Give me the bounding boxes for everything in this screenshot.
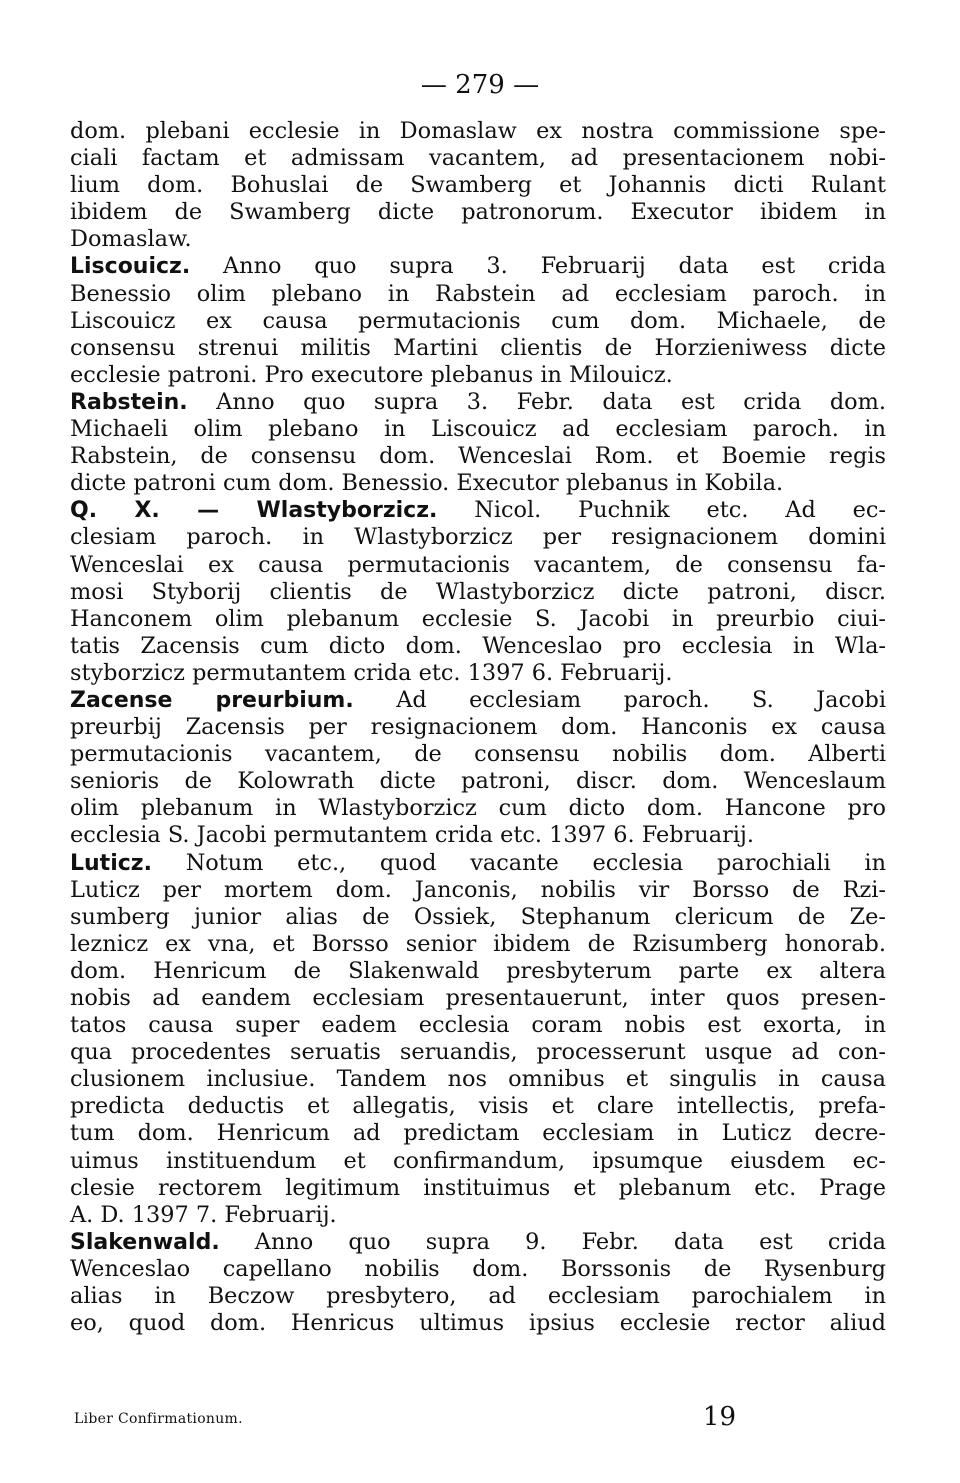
text-line: [70, 1012, 886, 1039]
text-line: [70, 795, 886, 822]
text-line: [70, 308, 886, 335]
text-line: [70, 145, 886, 172]
line-text: Nicol. Puchnik etc. Ad ec-: [437, 497, 886, 524]
text-line: [70, 443, 886, 470]
line-text: Wenceslai ex causa permutacionis vacantem, de consensu fa-: [70, 551, 886, 578]
line-text: ecclesie patroni. Pro executore plebanus in Milouicz.: [70, 361, 673, 388]
text-line: [70, 579, 886, 606]
text-line: [70, 199, 886, 226]
text-line: [70, 1066, 886, 1093]
line-text: tatos causa super eadem ecclesia coram nobis est exorta, in: [70, 1012, 886, 1039]
page-number: — 279 —: [420, 70, 540, 100]
line-text: lium dom. Bohuslai de Swamberg et Johannis dicti Rulant: [70, 172, 886, 199]
place-heading: Slakenwald.: [70, 1229, 220, 1255]
line-text: eo, quod dom. Henricus ultimus ipsius ecclesie rector aliud: [70, 1310, 886, 1337]
text-line: [70, 497, 886, 524]
line-text: ecclesia S. Jacobi permutantem crida etc. 1397 6. Februarij.: [70, 822, 754, 849]
text-line: [70, 524, 886, 551]
text-line: [70, 985, 886, 1012]
text-line: [70, 389, 886, 416]
line-text: dicte patroni cum dom. Benessio. Executor plebanus in Kobila.: [70, 470, 784, 497]
text-line: [70, 470, 886, 497]
text-line: [70, 606, 886, 633]
line-text: ibidem de Swamberg dicte patronorum. Executor ibidem in: [70, 199, 886, 226]
text-line: [70, 931, 886, 958]
line-text: sumberg junior alias de Ossiek, Stephanum clericum de Ze-: [70, 903, 886, 930]
text-line: [70, 1120, 886, 1147]
text-line: [70, 850, 886, 877]
line-text: Anno quo supra 9. Febr. data est crida: [219, 1228, 886, 1255]
text-line: [70, 1202, 886, 1229]
text-line: [70, 958, 886, 985]
text-line: [70, 714, 886, 741]
line-text: dom. plebani ecclesie in Domaslaw ex nostra commissione spe-: [70, 118, 886, 144]
text-line: [70, 741, 886, 768]
line-text: senioris de Kolowrath dicte patroni, discr. dom. Wenceslaum: [70, 768, 886, 795]
line-text: Wenceslao capellano nobilis dom. Borssonis de Rysenburg: [70, 1255, 886, 1282]
text-line: [70, 335, 886, 362]
line-text: clesiam paroch. in Wlastyborzicz per resignacionem domini: [70, 524, 886, 551]
signature-mark: 19: [702, 1402, 736, 1432]
line-text: preurbij Zacensis per resignacionem dom. Hanconis ex causa: [70, 714, 886, 741]
line-text: leznicz ex vna, et Borsso senior ibidem de Rzisumberg honorab.: [70, 930, 886, 957]
line-text: alias in Beczow presbytero, ad ecclesiam parochialem in: [70, 1283, 886, 1310]
line-text: ciali factam et admissam vacantem, ad presentacionem nobi-: [70, 145, 886, 172]
line-text: olim plebanum in Wlastyborzicz cum dicto dom. Hancone pro: [70, 795, 886, 822]
line-text: Notum etc., quod vacante ecclesia parochiali in: [151, 849, 886, 876]
line-text: styborzicz permutantem crida etc. 1397 6. Februarij.: [70, 659, 673, 686]
text-line: [70, 362, 886, 389]
text-line: [70, 1148, 886, 1175]
text-line: [70, 226, 886, 253]
line-text: Anno quo supra 3. Februarij data est crida: [190, 253, 886, 280]
place-heading: Rabstein.: [70, 389, 188, 415]
text-line: [70, 660, 886, 687]
line-text: permutacionis vacantem, de consensu nobilis dom. Alberti: [70, 741, 886, 768]
text-line: [70, 877, 886, 904]
line-text: Liscouicz ex causa permutacionis cum dom. Michaele, de: [70, 307, 886, 334]
line-text: tum dom. Henricum ad predictam ecclesiam in Luticz decre-: [70, 1120, 886, 1147]
line-text: Michaeli olim plebano in Liscouicz ad ecclesiam paroch. in: [70, 416, 886, 443]
line-text: Anno quo supra 3. Febr. data est crida dom.: [187, 388, 886, 415]
text-line: [70, 253, 886, 280]
line-text: Rabstein, de consensu dom. Wenceslai Rom. et Boemie regis: [70, 443, 886, 470]
place-heading: Luticz.: [70, 850, 152, 876]
line-text: Hanconem olim plebanum ecclesie S. Jacobi in preurbio ciui-: [70, 605, 886, 632]
text-line: [70, 118, 886, 145]
text-line: [70, 1310, 886, 1337]
text-line: [70, 552, 886, 579]
line-text: Ad ecclesiam paroch. S. Jacobi: [353, 686, 886, 713]
line-text: nobis ad eandem ecclesiam presentauerunt, inter quos presen-: [70, 985, 886, 1011]
text-line: [70, 904, 886, 931]
text-line: [70, 1039, 886, 1066]
line-text: uimus instituendum et confirmandum, ipsumque eiusdem ec-: [70, 1147, 886, 1174]
line-text: Benessio olim plebano in Rabstein ad ecclesiam paroch. in: [70, 280, 886, 307]
footer-label: Liber Confirmationum.: [74, 1411, 243, 1427]
text-line: [70, 1093, 886, 1120]
line-text: dom. Henricum de Slakenwald presbyterum parte ex altera: [70, 957, 886, 984]
line-text: tatis Zacensis cum dicto dom. Wenceslao pro ecclesia in Wla-: [70, 632, 886, 659]
place-heading: Zacense preurbium.: [70, 687, 354, 713]
text-line: [70, 1175, 886, 1202]
text-line: [70, 1229, 886, 1256]
text-line: [70, 172, 886, 199]
text-line: [70, 281, 886, 308]
line-text: A. D. 1397 7. Februarij.: [70, 1201, 337, 1228]
line-text: qua procedentes seruatis seruandis, processerunt usque ad con-: [70, 1039, 886, 1066]
page-footer: [70, 1402, 886, 1432]
line-text: mosi Styborij clientis de Wlastyborzicz dicte patroni, discr.: [70, 578, 886, 605]
text-line: [70, 768, 886, 795]
text-line: [70, 416, 886, 443]
place-heading: Q. X. — Wlastyborzicz.: [70, 498, 438, 524]
line-text: clusionem inclusiue. Tandem nos omnibus et singulis in causa: [70, 1066, 886, 1093]
text-line: [70, 1283, 886, 1310]
line-text: clesie rectorem legitimum instituimus et plebanum etc. Prage: [70, 1174, 886, 1201]
text-line: [70, 633, 886, 660]
text-line: [70, 687, 886, 714]
line-text: Domaslaw.: [70, 226, 192, 253]
place-heading: Liscouicz.: [70, 254, 191, 280]
line-text: consensu strenui militis Martini clientis de Horzieniwess dicte: [70, 334, 886, 361]
body-text: [70, 118, 886, 1337]
text-line: [70, 1256, 886, 1283]
text-line: [70, 822, 886, 849]
line-text: Luticz per mortem dom. Janconis, nobilis vir Borsso de Rzi-: [70, 876, 886, 903]
line-text: predicta deductis et allegatis, visis et clare intellectis, prefa-: [70, 1093, 886, 1120]
